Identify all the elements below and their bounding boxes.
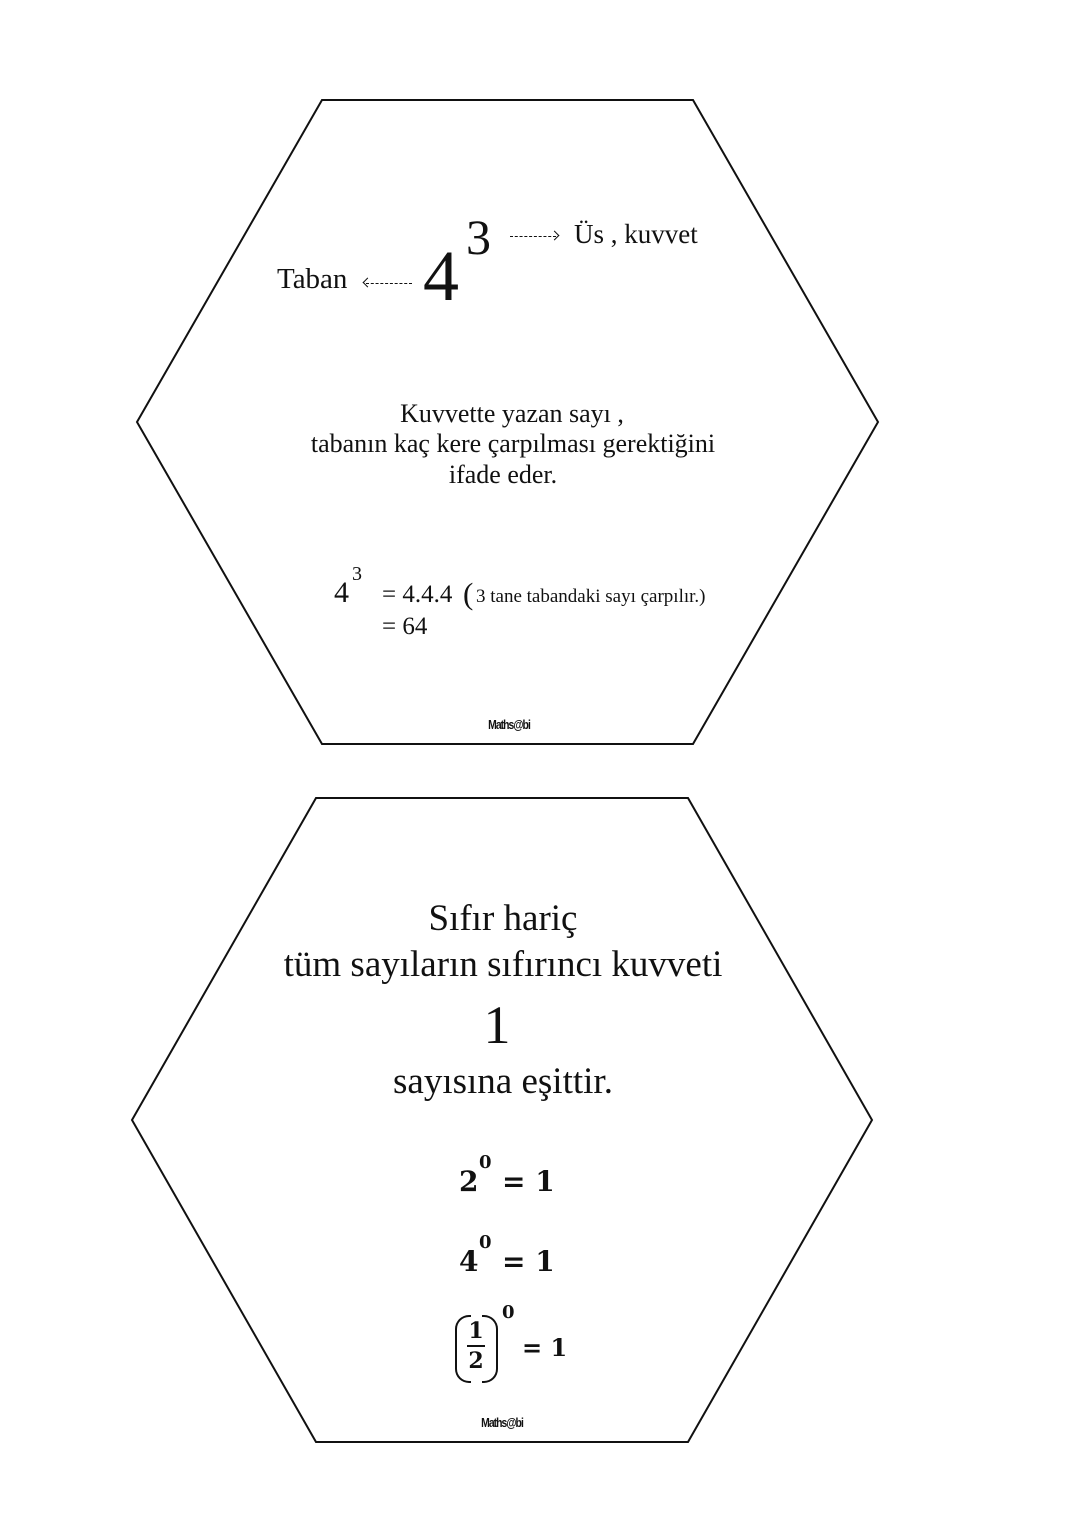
rule-number: 1 [483,995,511,1055]
description-line-1: Kuvvette yazan sayı , [400,399,624,428]
example-note: 3 tane tabandaki sayı çarpılır.) [476,586,706,607]
example-3-result: = 1 [522,1333,568,1362]
example-1-base: 2 [459,1165,479,1198]
fraction-numerator: 1 [468,1318,484,1344]
description-line-2: tabanın kaç kere çarpılması gerektiğini [310,429,716,458]
rule-line-4: sayısına eşittir. [393,1061,613,1102]
rule-line-2: tüm sayıların sıfırıncı kuvveti [283,944,723,985]
exponent-label: Üs , kuvvet [574,219,698,249]
example-2-base: 4 [459,1245,479,1278]
example-result: = 64 [382,613,428,640]
description-line-3: ifade eder. [448,460,558,489]
fraction-denominator: 2 [468,1348,484,1374]
big-base: 4 [423,236,459,316]
example-1-exponent: 0 [479,1152,492,1173]
example-2-exponent: 0 [479,1232,492,1253]
example-expansion: = 4.4.4 [382,581,453,608]
example-base: 4 [334,576,349,609]
example-2-result: = 1 [502,1245,555,1278]
watermark: Maths@bi [481,1415,523,1430]
example-exponent: 3 [352,563,362,585]
arrow-right-icon [510,236,556,237]
right-paren-icon [482,1315,498,1383]
big-exponent: 3 [466,209,491,265]
example-paren: ( [463,576,474,611]
watermark: Maths@bi [488,717,530,732]
arrow-left-icon [366,283,412,284]
rule-line-1: Sıfır hariç [428,898,578,939]
example-3-exponent: 0 [502,1302,515,1323]
hexagon-card-2 [132,798,872,1442]
base-label: Taban [277,263,348,295]
example-1-result: = 1 [502,1165,555,1198]
